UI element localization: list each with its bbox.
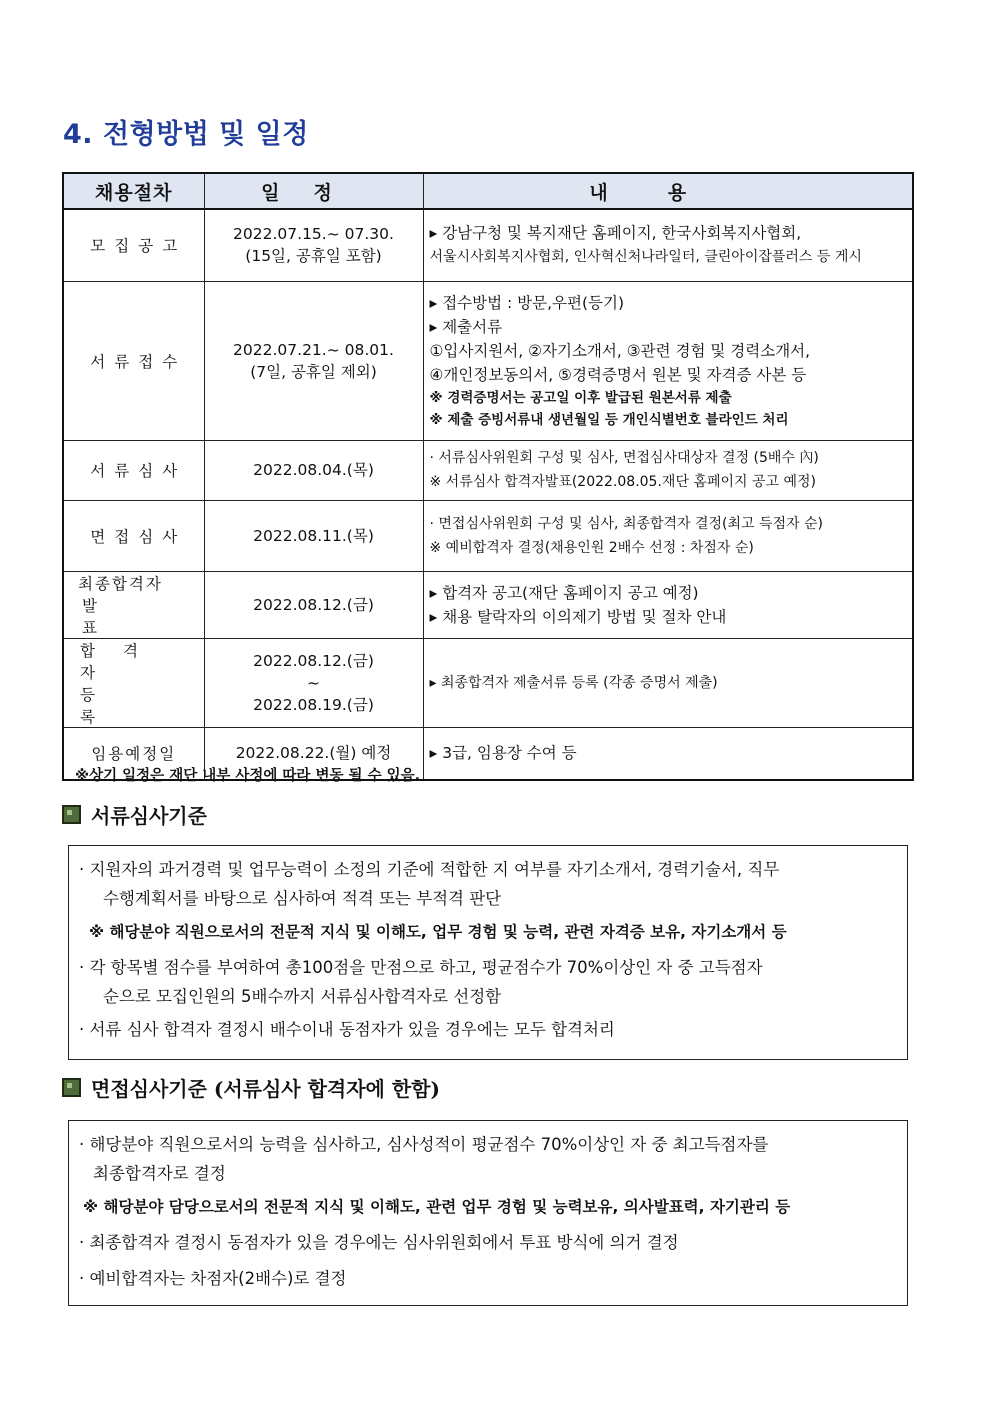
doc-review-box: [68, 845, 908, 1060]
criteria-line: · 서류 심사 합격자 결정시 배수이내 동점자가 있을 경우에는 모두 합격처리: [79, 1020, 615, 1039]
criteria-note: ※ 해당분야 담당으로서의 전문적 지식 및 이해도, 관련 업무 경험 및 능력보유, 의사발표력, 자기관리 등: [83, 1198, 791, 1216]
schedule-note: ※상기 일정은 재단 내부 사정에 따라 변동 될 수 있음.: [75, 768, 421, 784]
heading-text: 서류심사기준: [91, 804, 207, 828]
step-label: 등록: [80, 685, 161, 726]
step-label: 서류심사: [90, 462, 187, 480]
content-cell: [423, 500, 913, 571]
header-date: 일정: [204, 173, 423, 209]
schedule-table: [62, 172, 914, 781]
date-cell: [204, 638, 423, 727]
date-line: 2022.08.11.(목): [253, 526, 374, 545]
content-line: ※ 서류심사 합격자발표(2022.08.05.재단 홈페이지 공고 예정): [429, 474, 816, 490]
date-cell: [204, 571, 423, 638]
step-cell: [63, 281, 204, 440]
content-line: ▸ 강남구청 및 복지재단 홈페이지, 한국사회복지사협회,: [429, 224, 802, 243]
content-line: ▸ 채용 탈락자의 이의제기 방법 및 절차 안내: [429, 607, 727, 626]
header-step: 채용절차: [63, 173, 204, 209]
step-cell: [63, 638, 204, 727]
table-row: [63, 571, 913, 638]
content-line: ▸ 최종합격자 제출서류 등록 (각종 증명서 제출): [429, 674, 718, 691]
date-line: (7일, 공휴일 제외): [250, 362, 377, 381]
content-line: ▸ 3급, 임용장 수여 등: [429, 744, 577, 763]
step-label: 발표: [82, 596, 163, 637]
step-label: 서류접수: [90, 352, 187, 371]
table-row: [63, 440, 913, 500]
date-line: 2022.08.22.(월) 예정: [235, 744, 392, 763]
date-line: 2022.08.12.(금): [253, 651, 374, 670]
date-line: 2022.07.15.~ 07.30.: [233, 225, 394, 244]
date-line: ~: [307, 673, 320, 692]
content-cell: [423, 638, 913, 727]
content-line: · 면접심사위원회 구성 및 심사, 최종합격자 결정(최고 득점자 순): [429, 515, 824, 532]
step-cell: [63, 571, 204, 638]
step-label: 모집공고: [90, 237, 187, 256]
interview-review-heading: [62, 1073, 440, 1102]
step-label: 면접심사: [90, 527, 187, 546]
criteria-line: · 최종합격자 결정시 동점자가 있을 경우에는 심사위원회에서 투표 방식에 의거 결정: [79, 1233, 679, 1252]
date-cell: [204, 440, 423, 500]
table-header-row: [63, 173, 913, 209]
header-content: 내용: [423, 173, 913, 209]
date-cell: [204, 500, 423, 571]
criteria-line: 수행계획서를 바탕으로 심사하여 적격 또는 부적격 판단: [103, 889, 502, 908]
content-cell: [423, 440, 913, 500]
table-row: [63, 638, 913, 727]
criteria-line: · 각 항목별 점수를 부여하여 총100점을 만점으로 하고, 평균점수가 70%이상인 자 중 고득점자: [79, 958, 763, 977]
content-line: ▸ 제출서류: [429, 317, 503, 336]
content-line: 서울시사회복지사협회, 인사혁신처나라일터, 클린아이잡플러스 등 게시: [429, 249, 862, 266]
content-line: · 서류심사위원회 구성 및 심사, 면접심사대상자 결정 (5배수 內): [429, 450, 819, 466]
step-label: 합격자: [80, 641, 166, 682]
criteria-line: · 예비합격자는 차점자(2배수)로 결정: [79, 1269, 347, 1288]
section-title: 4. 전형방법 및 일정: [63, 119, 309, 150]
table-row: [63, 209, 913, 281]
interview-review-box: [68, 1120, 908, 1306]
criteria-line: 순으로 모집인원의 5배수까지 서류심사합격자로 선정함: [103, 987, 502, 1006]
content-cell: [423, 281, 913, 440]
criteria-note: ※ 해당분야 직원으로서의 전문적 지식 및 이해도, 업무 경험 및 능력, 관련 자격증 보유, 자기소개서 등: [89, 923, 787, 941]
step-label: 최종합격자: [78, 574, 163, 593]
content-line: ▸ 접수방법 : 방문,우편(등기): [429, 293, 625, 312]
content-note: ※ 경력증명서는 공고일 이후 발급된 원본서류 제출: [429, 389, 732, 406]
step-cell: [63, 500, 204, 571]
step-cell: [63, 209, 204, 281]
square-bullet-icon: [62, 1078, 81, 1097]
date-line: (15일, 공휴일 포함): [245, 247, 382, 266]
criteria-line: · 해당분야 직원으로서의 능력을 심사하고, 심사성적이 평균점수 70%이상인 자 중 최고득점자를: [79, 1135, 769, 1154]
criteria-line: · 지원자의 과거경력 및 업무능력이 소정의 기준에 적합한 지 여부를 자기소개서, 경력기술서, 직무: [79, 860, 780, 879]
table-row: [63, 500, 913, 571]
date-line: 2022.08.12.(금): [253, 595, 374, 614]
content-line: ④개인정보동의서, ⑤경력증명서 원본 및 자격증 사본 등: [429, 365, 807, 384]
content-note: ※ 제출 증빙서류내 생년월일 등 개인식별번호 블라인드 처리: [429, 411, 789, 428]
date-cell: [204, 209, 423, 281]
content-cell: [423, 209, 913, 281]
table-row: [63, 281, 913, 440]
date-line: 2022.07.21.~ 08.01.: [233, 340, 394, 359]
step-cell: [63, 440, 204, 500]
date-cell: [204, 281, 423, 440]
heading-text: 면접심사기준 (서류심사 합격자에 한함): [91, 1077, 440, 1101]
content-line: ①입사지원서, ②자기소개서, ③관련 경험 및 경력소개서,: [429, 341, 811, 360]
content-line: ※ 예비합격자 결정(채용인원 2배수 선정 : 차점자 순): [429, 539, 754, 556]
square-bullet-icon: [62, 805, 81, 824]
criteria-line: 최종합격자로 결정: [93, 1164, 226, 1183]
doc-review-heading: [62, 800, 207, 829]
content-cell: [423, 727, 913, 780]
content-line: ▸ 합격자 공고(재단 홈페이지 공고 예정): [429, 583, 699, 602]
date-line: 2022.08.19.(금): [253, 695, 374, 714]
step-label: 임용예정일: [91, 745, 177, 764]
content-cell: [423, 571, 913, 638]
date-line: 2022.08.04.(목): [253, 461, 374, 479]
